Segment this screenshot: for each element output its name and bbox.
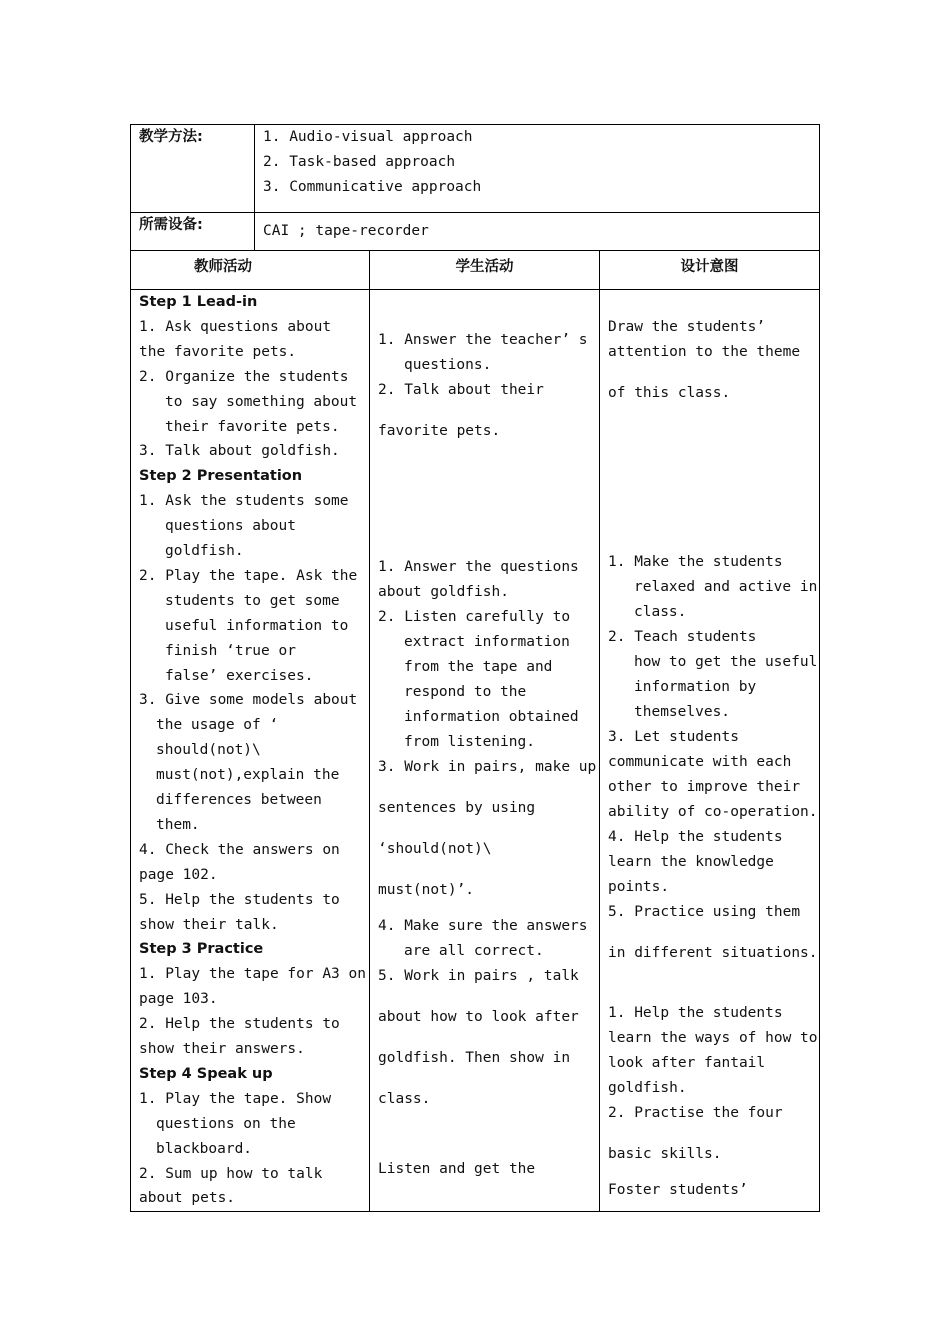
activity-line: Listen and get the [378, 1161, 536, 1177]
activity-line: 1. Answer the teacher’ s [378, 332, 588, 348]
activity-line: 1. Play the tape. Show [139, 1090, 332, 1107]
activity-line: favorite pets. [378, 423, 501, 439]
activity-line: goldfish. [608, 1080, 687, 1096]
activity-line: sentences by using [378, 800, 536, 816]
activity-line: show their talk. [139, 916, 279, 933]
activity-line: information obtained [404, 709, 579, 725]
activity-line: 2. Talk about their [378, 382, 544, 398]
activity-line: the usage of ‘ [156, 717, 279, 734]
step-heading: Step 2 Presentation [139, 468, 303, 485]
activity-line: look after fantail [608, 1055, 766, 1071]
activity-line: respond to the [404, 684, 527, 700]
activity-line: 5. Practice using them [608, 904, 801, 920]
activity-line: the favorite pets. [139, 343, 297, 360]
activity-line: must(not)’. [378, 882, 475, 898]
activity-line: in different situations. [608, 945, 818, 961]
activity-line: 1. Answer the questions [378, 559, 579, 575]
activity-line: questions about [165, 518, 296, 535]
activity-line: are all correct. [404, 943, 544, 959]
activity-line: about how to look after [378, 1009, 579, 1025]
activity-line: from the tape and [404, 659, 553, 675]
activity-line: page 103. [139, 991, 218, 1008]
activity-line: learn the knowledge [608, 854, 774, 870]
activity-line: 2. Help the students to [139, 1016, 340, 1033]
activity-line: questions. [404, 357, 492, 373]
activity-line: 1. Help the students [608, 1005, 783, 1021]
activity-line: 5. Work in pairs , talk [378, 968, 579, 984]
activity-line: other to improve their [608, 779, 801, 795]
activity-line: 2. Play the tape. Ask the [139, 567, 358, 584]
activity-line: to say something about [165, 393, 358, 410]
activity-line: 2. Practise the four [608, 1105, 783, 1121]
activity-line: how to get the useful [634, 654, 818, 670]
activity-line: 2. Listen carefully to [378, 609, 571, 625]
activity-line: blackboard. [156, 1140, 253, 1157]
step-heading: Step 1 Lead-in [139, 294, 258, 310]
activity-line: 4. Make sure the answers [378, 918, 588, 934]
activity-line: 2. Teach students [608, 629, 757, 645]
activity-line: 3. Work in pairs, make up [378, 759, 597, 775]
activity-line: Foster students’ [608, 1182, 748, 1198]
activity-line: 2. Organize the students [139, 368, 349, 385]
activity-line: questions on the [156, 1115, 296, 1132]
activity-line: 5. Help the students to [139, 891, 340, 908]
method-item: 1. Audio-visual approach [263, 129, 473, 145]
activity-line: extract information [404, 634, 570, 650]
step-heading: Step 4 Speak up [139, 1065, 273, 1082]
activity-line: 4. Check the answers on [139, 841, 340, 858]
activity-line: 1. Make the students [608, 554, 783, 570]
activity-line: ‘should(not)\ [378, 841, 492, 857]
method-item: 2. Task-based approach [263, 154, 456, 170]
activity-line: 3. Let students [608, 729, 739, 745]
activity-line: page 102. [139, 866, 218, 883]
activity-line: about goldfish. [378, 584, 509, 600]
activity-line: 1. Ask questions about [139, 318, 332, 335]
activity-line: 1. Ask the students some [139, 493, 349, 510]
activity-line: information by [634, 679, 757, 695]
activity-line: class. [378, 1091, 431, 1107]
activity-line: 3. Talk about goldfish. [139, 443, 340, 460]
activity-line: points. [608, 879, 670, 895]
equipment-label: 所需设备: [139, 217, 203, 233]
student-activity-header: 学生活动 [455, 259, 514, 275]
activity-line: themselves. [634, 704, 731, 720]
teacher-activity-header: 教师活动 [194, 259, 252, 275]
activity-line: 4. Help the students [608, 829, 783, 845]
methods-label: 教学方法: [139, 129, 203, 145]
activity-line: differences between [156, 792, 322, 808]
activity-line: learn the ways of how to [608, 1030, 818, 1046]
activity-line: class. [634, 604, 687, 620]
activity-line: useful information to [165, 617, 349, 634]
design-intent-header: 设计意图 [680, 259, 739, 275]
activity-line: communicate with each [608, 754, 792, 770]
activity-line: basic skills. [608, 1146, 722, 1162]
activity-line: should(not)\ [156, 742, 261, 759]
activity-line: 1. Play the tape for A3 on [139, 966, 366, 983]
activity-line: their favorite pets. [165, 418, 340, 435]
activity-line: attention to the theme [608, 344, 801, 360]
activity-line: finish ‘true or [165, 642, 296, 659]
activity-line: show their answers. [139, 1041, 305, 1057]
activity-line: them. [156, 816, 200, 833]
activity-line: false’ exercises. [165, 667, 314, 684]
activity-line: relaxed and active in [634, 579, 818, 595]
activity-line: goldfish. Then show in [378, 1050, 571, 1066]
activity-line: about pets. [139, 1190, 236, 1207]
step-heading: Step 3 Practice [139, 941, 264, 958]
activity-line: from listening. [404, 734, 535, 750]
activity-line: 3. Give some models about [139, 692, 358, 709]
activity-line: goldfish. [165, 543, 244, 559]
activity-line: must(not),explain the [156, 767, 340, 784]
method-item: 3. Communicative approach [263, 179, 482, 195]
activity-line: Draw the students’ [608, 319, 766, 335]
activity-line: of this class. [608, 385, 731, 401]
equipment-value: CAI ; tape-recorder [263, 223, 429, 239]
activity-line: 2. Sum up how to talk [139, 1165, 323, 1182]
activity-line: students to get some [165, 592, 340, 609]
activity-line: ability of co-operation. [608, 804, 818, 820]
